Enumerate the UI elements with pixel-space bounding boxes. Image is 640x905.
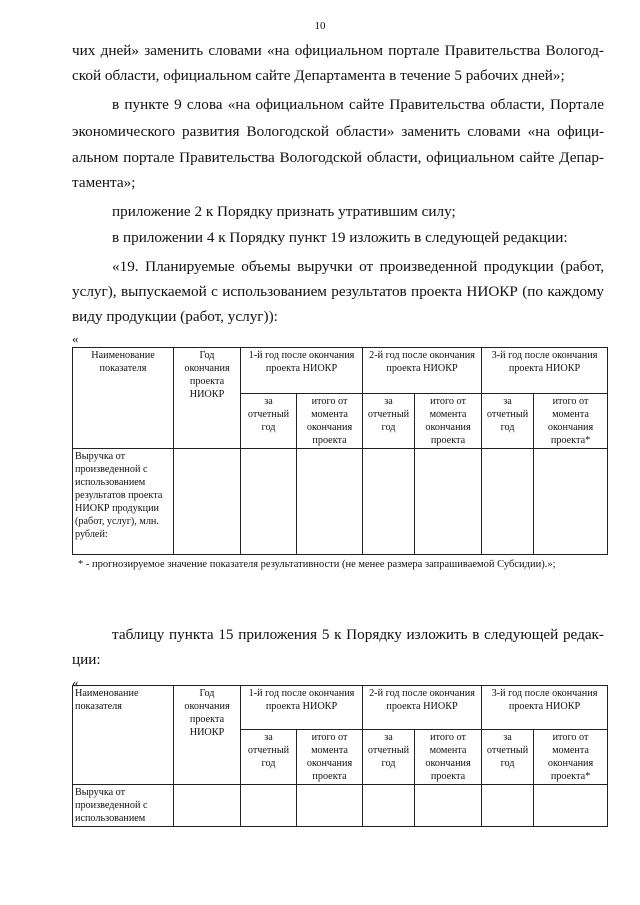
opening-quote: « bbox=[72, 331, 79, 346]
subheader-total: итого от момента окончания проекта bbox=[415, 730, 482, 785]
footnote: * - прогнозируемое значение показателя результативности (не менее размера запрашиваемой Субсидии).»; bbox=[78, 559, 556, 570]
table-cell bbox=[482, 449, 534, 555]
table-cell bbox=[297, 785, 363, 827]
header-year-3: 3-й год после окончания проекта НИОКР bbox=[482, 348, 608, 394]
text-line: виду продукции (работ, услуг)): bbox=[72, 308, 278, 325]
text-line: в пункте 9 слова «на официальном сайте Правительства области, Портале bbox=[112, 96, 604, 113]
table-cell bbox=[241, 785, 297, 827]
row-label: Выручка от произведенной с использованием результатов проекта НИОКР продукции (работ, услуг), млн. рублей: bbox=[73, 449, 174, 555]
subheader-total: итого от момента окончания проекта bbox=[297, 394, 363, 449]
table-cell bbox=[482, 785, 534, 827]
text-line: ции: bbox=[72, 651, 101, 668]
header-year-1: 1-й год после окончания проекта НИОКР bbox=[241, 686, 363, 730]
table-cell bbox=[174, 449, 241, 555]
text-line: «19. Планируемые объемы выручки от произведенной продукции (работ, bbox=[112, 258, 604, 275]
subheader-period: за отчетный год bbox=[241, 730, 297, 785]
header-year-2: 2-й год после окончания проекта НИОКР bbox=[363, 348, 482, 394]
table-cell bbox=[415, 449, 482, 555]
table-2 bbox=[72, 685, 608, 827]
text-line: таблицу пункта 15 приложения 5 к Порядку изложить в следующей редак- bbox=[112, 626, 604, 643]
text-line: приложение 2 к Порядку признать утратившим силу; bbox=[112, 203, 456, 220]
header-name: Наименование показателя bbox=[73, 686, 174, 785]
table-cell bbox=[241, 449, 297, 555]
text-line: альном портале Правительства Вологодской области, официальном сайте Депар- bbox=[72, 149, 604, 166]
table-1 bbox=[72, 347, 608, 555]
subheader-total: итого от момента окончания проекта bbox=[415, 394, 482, 449]
subheader-period: за отчетный год bbox=[482, 730, 534, 785]
header-year: Год окончания проекта НИОКР bbox=[174, 348, 241, 449]
header-year: Год окончания проекта НИОКР bbox=[174, 686, 241, 785]
table-cell bbox=[415, 785, 482, 827]
text-line: чих дней» заменить словами «на официальном портале Правительства Вологод- bbox=[72, 42, 604, 59]
subheader-period: за отчетный год bbox=[363, 394, 415, 449]
header-year-3: 3-й год после окончания проекта НИОКР bbox=[482, 686, 608, 730]
table-cell bbox=[534, 785, 608, 827]
subheader-total-star: итого от момента окончания проекта* bbox=[534, 394, 608, 449]
subheader-period: за отчетный год bbox=[241, 394, 297, 449]
subheader-total: итого от момента окончания проекта bbox=[297, 730, 363, 785]
table-cell bbox=[534, 449, 608, 555]
table-cell bbox=[363, 785, 415, 827]
table-cell bbox=[174, 785, 241, 827]
text-line: экономического развития Вологодской области» заменить словами «на офици- bbox=[72, 123, 604, 140]
header-name: Наименование показателя bbox=[73, 348, 174, 449]
header-year-1: 1-й год после окончания проекта НИОКР bbox=[241, 348, 363, 394]
text-line: тамента»; bbox=[72, 174, 136, 191]
table-cell bbox=[297, 449, 363, 555]
text-line: ской области, официальном сайте Департамента в течение 5 рабочих дней»; bbox=[72, 67, 565, 84]
page-number: 10 bbox=[314, 20, 326, 32]
subheader-period: за отчетный год bbox=[482, 394, 534, 449]
table-cell bbox=[363, 449, 415, 555]
row-label: Выручка от произведенной с использованием bbox=[73, 785, 174, 827]
subheader-period: за отчетный год bbox=[363, 730, 415, 785]
header-year-2: 2-й год после окончания проекта НИОКР bbox=[363, 686, 482, 730]
text-line: услуг), выпускаемой с использованием результатов проекта НИОКР (по каждому bbox=[72, 283, 604, 300]
opening-quote: « bbox=[72, 675, 79, 690]
subheader-total-star: итого от момента окончания проекта* bbox=[534, 730, 608, 785]
text-line: в приложении 4 к Порядку пункт 19 изложить в следующей редакции: bbox=[112, 229, 568, 246]
